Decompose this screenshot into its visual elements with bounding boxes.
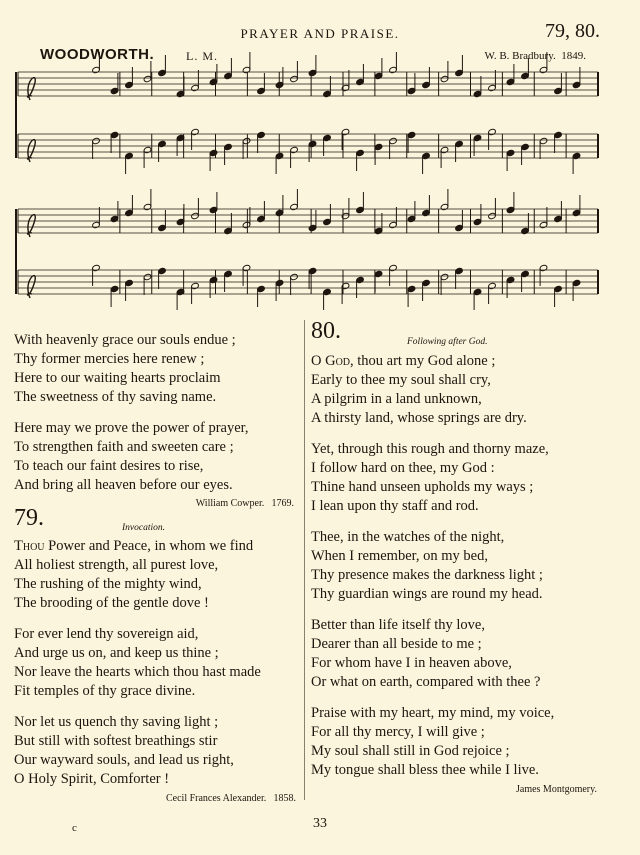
verse-line: For ever lend thy sovereign aid, <box>14 626 199 642</box>
tune-meter: L. M. <box>186 49 218 63</box>
verse-line: I lean upon thy staff and rod. <box>311 498 479 514</box>
hymn-number: 79. <box>14 505 44 531</box>
signature-mark: c <box>72 822 77 834</box>
verse-line: The sweetness of thy saving name. <box>14 389 217 405</box>
hymn-80-heading <box>311 318 611 352</box>
verse-line: With heavenly grace our souls endue ; <box>14 332 236 348</box>
music-score <box>0 0 640 320</box>
hymn-title: Following after God. <box>407 337 488 347</box>
hymn-80-verse-5 <box>311 704 611 780</box>
right-column <box>311 318 611 798</box>
verse-line: I follow hard on thee, my God : <box>311 460 495 476</box>
verse-line: Thine hand unseen upholds my ways ; <box>311 479 534 495</box>
verse-line: To teach our faint desires to rise, <box>14 458 204 474</box>
verse-line: Our wayward souls, and lead us right, <box>14 752 234 768</box>
verse-line: Thy former mercies here renew ; <box>14 351 205 367</box>
verse-line: Here may we prove the power of prayer, <box>14 420 249 436</box>
verse-line: Dearer than all beside to me ; <box>311 636 482 652</box>
hymn-number: 80. <box>311 318 341 344</box>
prev-verse-2 <box>14 419 300 495</box>
hymn-79-attribution: Cecil Frances Alexander. 1858. <box>166 793 296 804</box>
verse-line: But still with softest breathings stir <box>14 733 218 749</box>
hymn-80-verse-2 <box>311 440 611 516</box>
verse-line: thou art my God alone ; <box>353 353 496 369</box>
first-word: O God, <box>311 353 354 369</box>
first-word: Thou <box>14 538 45 554</box>
left-column <box>14 331 300 807</box>
hymn-79-verse-3 <box>14 713 300 789</box>
verse-line: A thirsty land, whose springs are dry. <box>311 410 527 426</box>
verse-line: All holiest strength, all purest love, <box>14 557 219 573</box>
verse-line: O Holy Spirit, Comforter ! <box>14 771 170 787</box>
hymn-79-verse-1 <box>14 537 300 613</box>
verse-line: Thy presence makes the darkness light ; <box>311 567 543 583</box>
verse-line: Thee, in the watches of the night, <box>311 529 505 545</box>
verse-line: Yet, through this rough and thorny maze, <box>311 441 549 457</box>
verse-line: To strengthen faith and sweeten care ; <box>14 439 234 455</box>
verse-line: Power and Peace, in whom we find <box>44 538 254 554</box>
verse-line: Nor let us quench thy saving light ; <box>14 714 219 730</box>
prev-attribution: William Cowper. 1769. <box>195 498 294 509</box>
hymn-79-heading <box>14 505 300 537</box>
tune-composer: W. B. Bradbury. 1849. <box>484 50 586 62</box>
verse-line: For all thy mercy, I will give ; <box>311 724 485 740</box>
verse-line: And urge us on, and keep us thine ; <box>14 645 219 661</box>
hymn-80-verse-1 <box>311 352 611 428</box>
verse-line: When I remember, on my bed, <box>311 548 488 564</box>
verse-line: A pilgrim in a land unknown, <box>311 391 482 407</box>
hymn-numbers-header: 79, 80. <box>545 20 600 42</box>
hymn-79-verse-2 <box>14 625 300 701</box>
hymn-80-verse-4 <box>311 616 611 692</box>
verse-line: Praise with my heart, my mind, my voice, <box>311 705 555 721</box>
verse-line: The brooding of the gentle dove ! <box>14 595 209 611</box>
column-divider <box>304 320 305 800</box>
hymn-80-verse-3 <box>311 528 611 604</box>
verse-line: And bring all heaven before our eyes. <box>14 477 233 493</box>
hymn-80-attribution: James Montgomery. <box>515 784 597 795</box>
prev-verse-1 <box>14 331 300 407</box>
verse-line: Thy guardian wings are round my head. <box>311 586 543 602</box>
verse-line: My tongue shall bless thee while I live. <box>311 762 539 778</box>
verse-line: Fit temples of thy grace divine. <box>14 683 196 699</box>
verse-line: Here to our waiting hearts proclaim <box>14 370 221 386</box>
verse-line: Or what on earth, compared with thee ? <box>311 674 541 690</box>
verse-line: Nor leave the hearts which thou hast made <box>14 664 261 680</box>
verse-line: For whom have I in heaven above, <box>311 655 512 671</box>
hymn-title: Invocation. <box>122 523 166 533</box>
page-number: 33 <box>313 816 327 831</box>
tune-name: WOODWORTH. <box>40 46 155 63</box>
running-header: PRAYER AND PRAISE. <box>240 26 400 41</box>
verse-line: My soul shall still in God rejoice ; <box>311 743 510 759</box>
verse-line: Early to thee my soul shall cry, <box>311 372 491 388</box>
verse-line: The rushing of the mighty wind, <box>14 576 202 592</box>
verse-line: Better than life itself thy love, <box>311 617 485 633</box>
